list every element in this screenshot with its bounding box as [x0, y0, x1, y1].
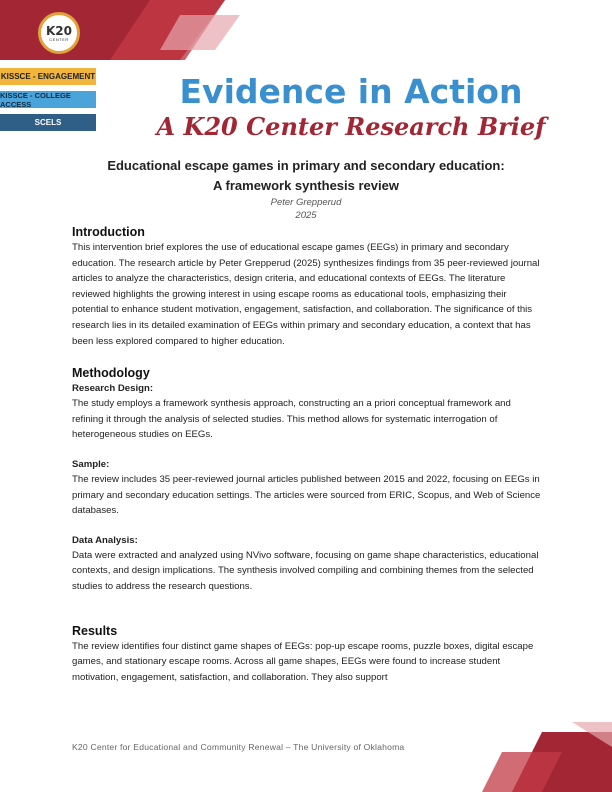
- introduction-body: This intervention brief explores the use of educational escape games (EEGs) in primary and secondary education. The research article by Peter Grepperud (2025) synthesizes findings from 35 peer-reviewed journal articles to analyze the characteristics, design criteria, and educational contexts of EEGs. The literature reviewed highlights the growing interest in using escape rooms as educational tools, emphasizing their potential to enhance student motivation, engagement, satisfaction, and collaboration. The significance of this research lies in its detailed examination of EEGs within primary and secondary education, a context that has been less explored compared to higher education.: [72, 242, 540, 347]
- logo-text: K20: [46, 23, 72, 38]
- header-banner: [0, 0, 612, 70]
- tag-scels: SCELS: [0, 114, 96, 131]
- logo-subtext: CENTER: [49, 36, 69, 42]
- page-title: Evidence in Action: [179, 72, 523, 111]
- k20-logo: [38, 12, 80, 54]
- introduction-heading: Introduction: [72, 225, 145, 239]
- data-analysis-body: Data were extracted and analyzed using NVivo software, focusing on game shape characteristics, educational contexts, and design implications. The synthesis involved compiling and combining themes from the selected studies to address the research questions.: [72, 549, 539, 592]
- data-analysis-label: Data Analysis:: [72, 534, 138, 546]
- brief-content: [72, 224, 542, 685]
- research-design-body: The study employs a framework synthesis approach, constructing an a priori conceptual framework and refining it through the analysis of selected studies. This method allows for systematic interrogation of heterogeneous studies on EEGs.: [72, 398, 511, 441]
- footer-text: K20 Center for Educational and Community Renewal – The University of Oklahoma: [72, 742, 405, 752]
- methodology-heading: Methodology: [72, 366, 150, 381]
- results-body: The review identifies four distinct game shapes of EEGs: pop-up escape rooms, puzzle boxes, digital escape games, and stationary escape rooms. Across all game shapes, EEGs were found to increase student motivation, engagement, satisfaction, and collaboration. They also support: [72, 640, 534, 683]
- paper-author: Peter Grepperud: [270, 197, 342, 208]
- paper-title: [0, 156, 612, 196]
- paper-title-line1: Educational escape games in primary and secondary education:: [107, 158, 505, 173]
- page-subtitle: A K20 Center Research Brief: [156, 112, 546, 141]
- paper-title-line2: A framework synthesis review: [213, 178, 399, 193]
- sample-label: Sample:: [72, 458, 110, 470]
- tag-engagement: KISSCE - ENGAGEMENT: [0, 68, 96, 85]
- sample-body: The review includes 35 peer-reviewed journal articles published between 2015 and 2022, focusing on EEGs in primary and secondary education settings. The articles were sourced from ERIC, Scopus, and Web of Science databases.: [72, 473, 541, 517]
- footer-corner-decoration: [472, 722, 612, 792]
- research-design-label: Research Design:: [72, 383, 154, 395]
- tag-college-access: KISSCE - COLLEGE ACCESS: [0, 91, 96, 108]
- results-heading: Results: [72, 623, 118, 638]
- paper-year: 2025: [295, 210, 317, 221]
